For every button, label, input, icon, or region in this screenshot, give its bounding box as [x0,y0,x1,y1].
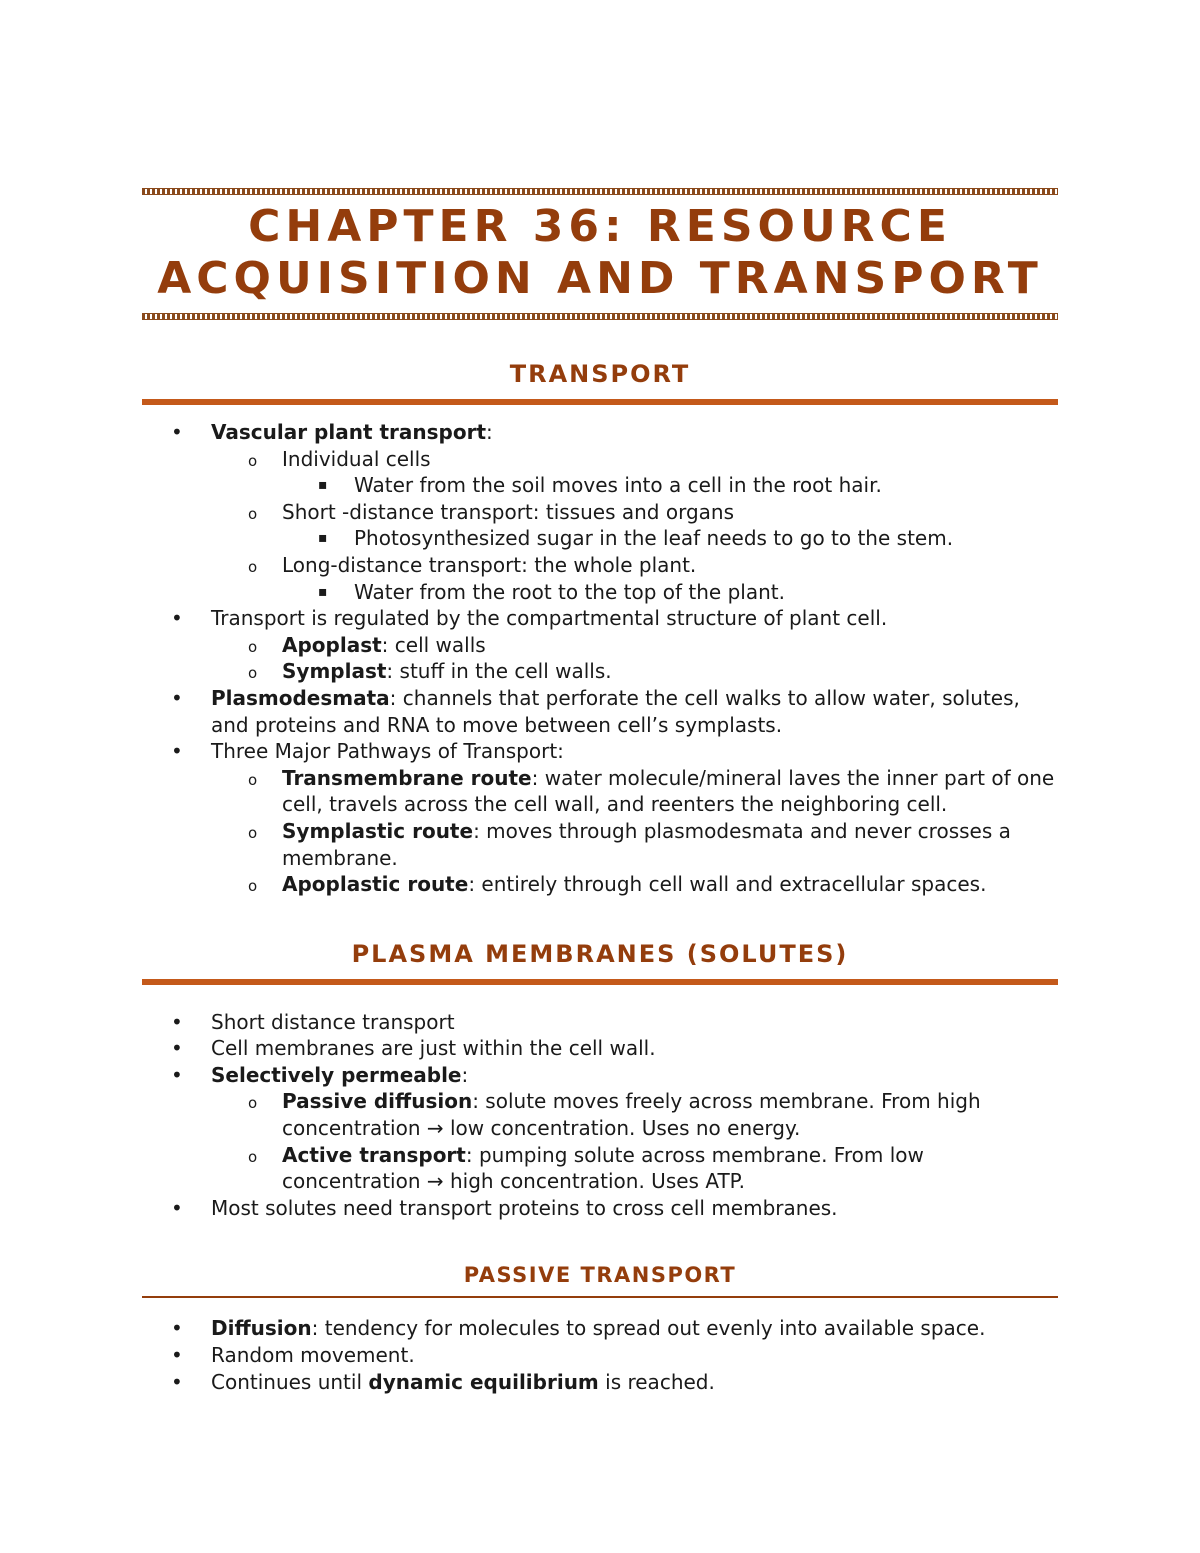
plasma-list [142,1009,1058,1222]
heading-bar [142,979,1058,985]
term: Passive diffusion [282,1089,473,1114]
term: Apoplast [282,632,382,657]
heading-plasma-membranes: PLASMA MEMBRANES (SOLUTES) [351,939,849,968]
term: Plasmodesmata [211,685,390,710]
text: Short -distance transport: tissues and organs [282,499,734,524]
heading-transport: TRANSPORT [509,360,691,388]
term: Symplast [282,659,387,684]
text: Cell membranes are just within the cell wall. [211,1036,656,1061]
text: Water from the soil moves into a cell in the root hair. [354,473,882,498]
document-title [142,201,1058,305]
text: : entirely through cell wall and extracellular spaces. [468,872,987,897]
passive-list [142,1315,1058,1395]
text: : tendency for molecules to spread out evenly into available space. [311,1316,986,1341]
text: Photosynthesized sugar in the leaf needs to go to the stem. [354,526,954,551]
list-item [211,1088,1058,1141]
list-item [211,658,1058,685]
heading-bar [142,1296,1058,1298]
text: is reached. [598,1369,715,1394]
text: : [486,420,493,444]
text: Most solutes need transport proteins to cross cell membranes. [211,1195,838,1220]
term: Symplastic route [282,818,474,843]
list-item [282,472,1058,499]
list-item [282,525,1058,552]
list-item [142,1315,1058,1342]
section-transport [142,358,1058,898]
list-item [142,1062,1058,1195]
term: Apoplastic route [282,872,469,897]
list-item [211,1142,1058,1195]
list-item [142,1369,1058,1396]
list-item [282,579,1058,606]
list-item [142,685,1058,738]
list-item [211,499,1058,552]
list-item [211,818,1058,871]
list-item [142,1195,1058,1222]
list-item [211,446,1058,499]
term: Active transport [282,1142,466,1167]
section-passive-transport [142,1261,1058,1395]
text: : moves through plasmodesmata and never crosses a membrane. [282,818,1011,870]
text: Continues until [211,1369,369,1394]
text: Individual cells [282,446,431,471]
text: : water molecule/mineral laves the inner part of one cell, travels across the cell wall, and reenters the neighboring cell. [282,765,1055,817]
title-line-2: ACQUISITION AND TRANSPORT [157,253,1043,304]
text: : [461,1062,469,1087]
text: : stuff in the cell walls. [386,659,612,684]
list-item [142,1342,1058,1369]
list-item [142,419,1058,605]
list-item [211,871,1058,898]
heading-bar [142,399,1058,405]
term: Selectively permeable [211,1062,462,1087]
text: Long-distance transport: the whole plant. [282,552,697,577]
text: Short distance transport [211,1009,455,1034]
title-line-1: CHAPTER 36: RESOURCE [248,201,952,252]
document-page [142,188,1058,1395]
text: : pumping solute across membrane. From low concentration → high concentration. Uses ATP. [282,1142,924,1194]
transport-list [142,419,1058,898]
section-plasma-membranes [142,938,1058,1222]
term: Transmembrane route [282,765,532,790]
list-item [142,1009,1058,1036]
text: Water from the root to the top of the plant. [354,579,785,604]
term: dynamic equilibrium [368,1369,599,1394]
list-item [211,632,1058,659]
title-bottom-rule [142,313,1058,320]
list-item [142,605,1058,685]
list-item [211,765,1058,818]
list-item [211,552,1058,605]
term: Diffusion [211,1316,312,1341]
heading-passive-transport: PASSIVE TRANSPORT [463,1263,737,1288]
text: Transport is regulated by the compartmental structure of plant cell. [211,606,888,631]
text: Three Major Pathways of Transport: [211,739,564,764]
list-item [142,738,1058,898]
text: : cell walls [381,632,486,657]
title-top-rule [142,188,1058,195]
text: : solute moves freely across membrane. From high concentration → low concentration. Uses no energy. [282,1089,981,1141]
term: Vascular plant transport [211,420,487,444]
text: Random movement. [211,1343,415,1368]
text: : channels that perforate the cell walks to allow water, solutes, and proteins and RNA to move between cell’s symplasts. [211,685,1020,737]
list-item [142,1035,1058,1062]
